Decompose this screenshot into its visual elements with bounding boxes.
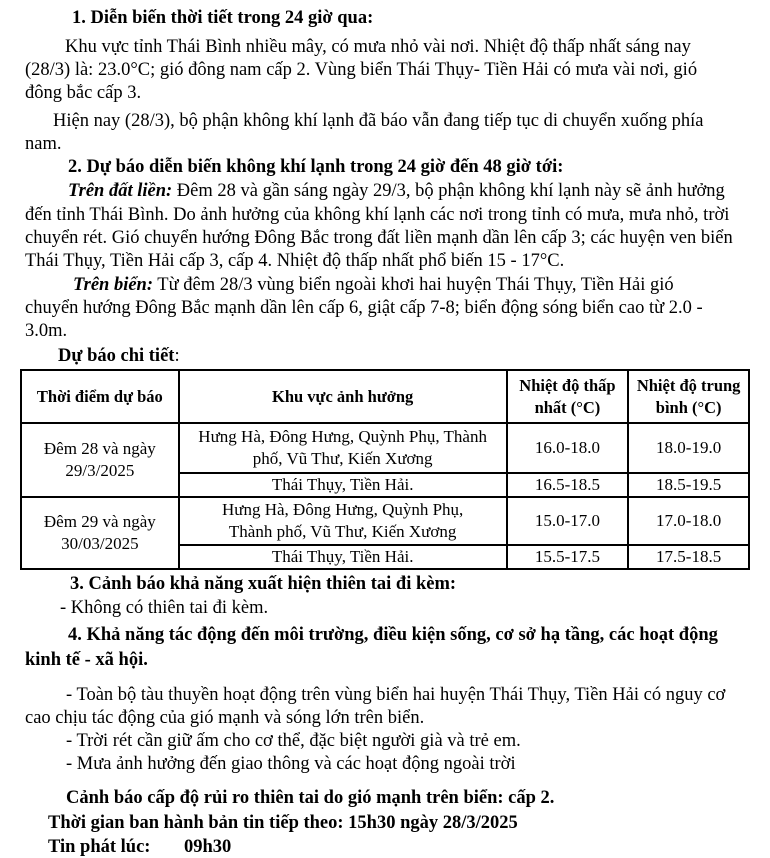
- area-cell: Thái Thụy, Tiền Hải.: [179, 473, 507, 497]
- avg-temp-cell: 18.5-19.5: [628, 473, 749, 497]
- table-header-row: [21, 370, 749, 423]
- sea-line2: chuyển hướng Đông Bắc mạnh dần lên cấp 6, giật cấp 7-8; biển động sóng biển cao từ 2.0 -: [25, 298, 703, 318]
- issued-label: Tin phát lúc:: [48, 837, 151, 857]
- issued-time: 09h30: [184, 837, 232, 857]
- land-line4: Thái Thụy, Tiền Hải cấp 3, cấp 4. Nhiệt độ thấp nhất phổ biến 15 - 17°C.: [25, 251, 565, 271]
- land-line3: chuyển rét. Gió chuyển hướng Đông Bắc trong đất liền mạnh dần lên cấp 3; các huyện ven biển: [25, 228, 733, 248]
- avg-temp-cell: 17.5-18.5: [628, 545, 749, 569]
- detail-label-text: Dự báo chi tiết: [58, 346, 175, 366]
- avg-temp-cell: 18.0-19.0: [628, 423, 749, 473]
- avg-temp-cell: 17.0-18.0: [628, 497, 749, 545]
- section3-heading: 3. Cảnh báo khả năng xuất hiện thiên tai đi kèm:: [70, 574, 457, 594]
- min-temp-cell: 15.5-17.5: [507, 545, 629, 569]
- sea-label: Trên biển:: [73, 275, 153, 295]
- section1-para2-line1: Hiện nay (28/3), bộ phận không khí lạnh đã báo vẫn đang tiếp tục di chuyển xuống phía: [53, 111, 704, 131]
- section1-para1-line3: đông bắc cấp 3.: [25, 83, 142, 103]
- header-area: Khu vực ảnh hưởng: [179, 370, 507, 423]
- section1-heading: 1. Diễn biến thời tiết trong 24 giờ qua:: [72, 8, 374, 28]
- impact-item1-line1: - Toàn bộ tàu thuyền hoạt động trên vùng biển hai huyện Thái Thụy, Tiền Hải có nguy cơ: [66, 685, 726, 705]
- section2-heading: 2. Dự báo diễn biến không khí lạnh trong 24 giờ đến 48 giờ tới:: [68, 157, 564, 177]
- header-min-temp: Nhiệt độ thấp nhất (°C): [507, 370, 629, 423]
- impact-item1-line2: cao chịu tác động của gió mạnh và sóng lớn trên biển.: [25, 708, 425, 728]
- header-avg-temp: Nhiệt độ trung bình (°C): [628, 370, 749, 423]
- detail-label-colon: :: [174, 346, 180, 366]
- min-temp-cell: 15.0-17.0: [507, 497, 629, 545]
- area-cell: Thái Thụy, Tiền Hải.: [179, 545, 507, 569]
- sea-paragraph-line1: [73, 275, 674, 296]
- impact-item2: - Trời rét cần giữ ấm cho cơ thể, đặc biệt người già và trẻ em.: [66, 731, 521, 751]
- section1-para1-line2: (28/3) là: 23.0°C; gió đông nam cấp 2. Vùng biển Thái Thụy- Tiền Hải có mưa vài nơi, gió: [25, 60, 698, 80]
- area-cell: Hưng Hà, Đông Hưng, Quỳnh Phụ, Thành phố, Vũ Thư, Kiến Xương: [179, 497, 507, 545]
- risk-level-warning: Cảnh báo cấp độ rủi ro thiên tai do gió mạnh trên biển: cấp 2.: [66, 788, 555, 808]
- table-row: [21, 497, 749, 545]
- area-cell: Hưng Hà, Đông Hưng, Quỳnh Phụ, Thành phố, Vũ Thư, Kiến Xương: [179, 423, 507, 473]
- table-row: [21, 423, 749, 473]
- sea-line3: 3.0m.: [25, 321, 68, 341]
- section3-item: - Không có thiên tai đi kèm.: [60, 598, 269, 618]
- impact-item3: - Mưa ảnh hưởng đến giao thông và các hoạt động ngoài trời: [66, 754, 516, 774]
- section1-para1-line1: Khu vực tỉnh Thái Bình nhiều mây, có mưa nhỏ vài nơi. Nhiệt độ thấp nhất sáng nay: [65, 37, 691, 57]
- time-cell: Đêm 28 và ngày 29/3/2025: [21, 423, 179, 497]
- forecast-table: [20, 369, 750, 570]
- land-line1-text: Đêm 28 và gần sáng ngày 29/3, bộ phận không khí lạnh này sẽ ảnh hưởng: [172, 181, 725, 201]
- min-temp-cell: 16.5-18.5: [507, 473, 629, 497]
- section4-heading-line2: kinh tế - xã hội.: [25, 650, 148, 670]
- land-line2: đến tỉnh Thái Bình. Do ảnh hưởng của không khí lạnh các nơi trong tỉnh có mưa, mưa nhỏ, trời: [25, 205, 730, 225]
- land-paragraph-line1: [68, 181, 725, 202]
- detail-forecast-label: [58, 346, 180, 367]
- header-time: Thời điểm dự báo: [21, 370, 179, 423]
- min-temp-cell: 16.0-18.0: [507, 423, 629, 473]
- time-cell: Đêm 29 và ngày 30/03/2025: [21, 497, 179, 569]
- section4-heading-line1: 4. Khả năng tác động đến môi trường, điều kiện sống, cơ sở hạ tầng, các hoạt động: [68, 625, 718, 645]
- land-label: Trên đất liền:: [68, 181, 173, 201]
- next-issue-time: Thời gian ban hành bản tin tiếp theo: 15h30 ngày 28/3/2025: [48, 813, 518, 833]
- section1-para2-line2: nam.: [25, 134, 62, 154]
- sea-line1-text: Từ đêm 28/3 vùng biển ngoài khơi hai huyện Thái Thụy, Tiền Hải gió: [153, 275, 674, 295]
